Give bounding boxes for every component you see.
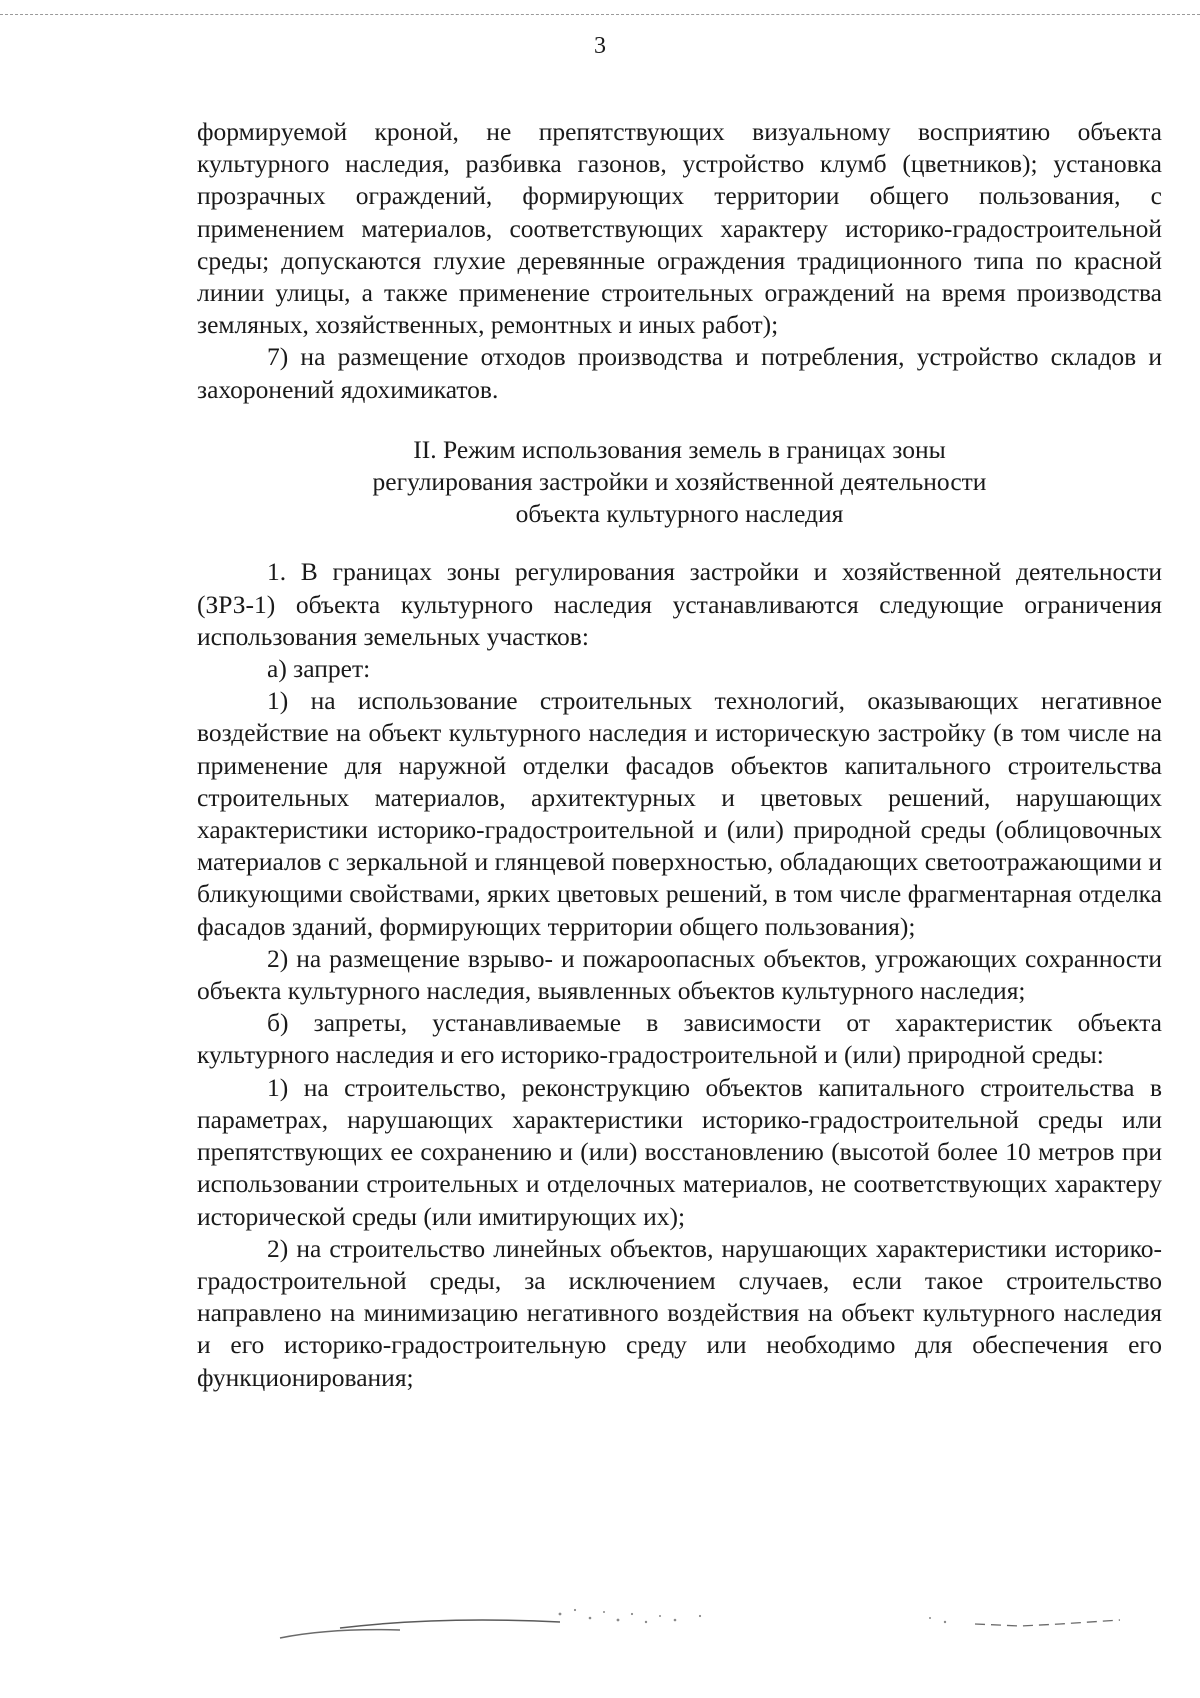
section-heading-line: II. Режим использования земель в границах зоны: [413, 434, 946, 464]
scan-stroke: [975, 1620, 1120, 1626]
paragraph-item-2: 2) на строительство линейных объектов, нарушающих характеристики историко-градостроительной среды, за исключением случаев, если такое строительство направлено на минимизацию негативного воздействия на объект культурного наследия и его историко-градостроительную среду или необходимо для обеспечения его функционирования;: [197, 1233, 1162, 1392]
section-heading-line: регулирования застройки и хозяйственной деятельности: [372, 467, 987, 497]
paragraph-point-1: 1. В границах зоны регулирования застройки и хозяйственной деятельности (ЗРЗ-1) объекта культурного наследия устанавливаются следующие ограничения использования земельных участков:: [197, 557, 1162, 651]
paragraph-subpoint-b: б) запреты, устанавливаемые в зависимости от характеристик объекта культурного наследия и его историко-градостроительной и (или) природной среды:: [197, 1008, 1162, 1070]
page-number: 3: [594, 33, 606, 59]
section-heading: [197, 434, 1162, 531]
scan-stroke: [340, 1620, 560, 1628]
document-body: [197, 116, 1162, 1394]
scan-stroke: [280, 1630, 400, 1638]
paragraph-item-7: 7) на размещение отходов производства и потребления, устройство складов и захоронений ядохимикатов.: [197, 342, 1162, 404]
paragraph-item-1: 1) на использование строительных технологий, оказывающих негативное воздействие на объект культурного наследия и историческую застройку (в том числе на применение для наружной отделки фасадов объектов капитального строительства строительных материалов, архитектурных и цветовых решений, нарушающих характеристики историко-градостроительной и (или) природной среды (облицовочных материалов с зеркальной и глянцевой поверхностью, обладающих светоотражающими и бликующими свойствами, ярких цветовых решений, в том числе фрагментарная отделка фасадов зданий, формирующих территории общего пользования);: [197, 686, 1162, 941]
paragraph-continued: формируемой кроной, не препятствующих визуальному восприятию объекта культурного наследия, разбивка газонов, устройство клумб (цветников); установка прозрачных ограждений, формирующих территории общего пользования, с применением материалов, соответствующих характеру историко-градостроительной среды; допускаются глухие деревянные ограждения традиционного типа по красной линии улицы, а также применение строительных ограждений на время производства земляных, хозяйственных, ремонтных и иных работ);: [197, 117, 1162, 340]
scan-edge-line: [0, 14, 1200, 15]
paragraph-item-1: 1) на строительство, реконструкцию объектов капитального строительства в параметрах, нарушающих характеристики историко-градостроительной среды или препятствующих ее сохранению и (или) восстановлению (высотой более 10 метров при использовании строительных и отделочных материалов, не соответствующих характеру исторической среды (или имитирующих их);: [197, 1072, 1162, 1231]
section-heading-line: объекта культурного наследия: [515, 499, 844, 529]
scan-noise: [559, 1609, 947, 1623]
paragraph-subpoint-a: а) запрет:: [267, 654, 371, 684]
scan-artifacts: [0, 1590, 1200, 1670]
paragraph-item-2: 2) на размещение взрыво- и пожароопасных объектов, угрожающих сохранности объекта культурного наследия, выявленных объектов культурного наследия;: [197, 943, 1162, 1006]
